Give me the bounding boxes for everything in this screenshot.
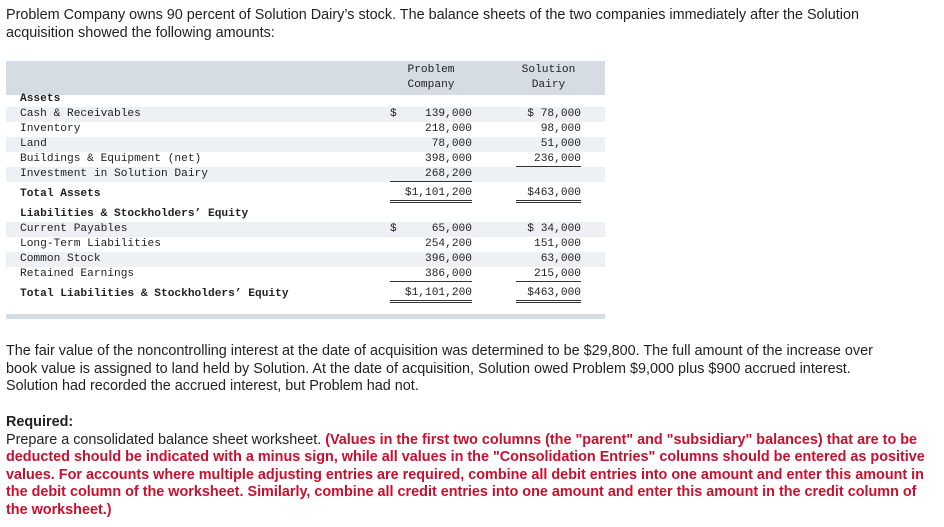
- total-assets-row: [6, 187, 605, 202]
- solution-value: 51,000: [540, 138, 581, 150]
- header-solution-line1: Solution: [521, 64, 576, 76]
- table-bottom-band: [6, 314, 605, 319]
- total-assets-solution: $463,000: [516, 187, 581, 203]
- total-assets-label: Total Assets: [20, 188, 101, 200]
- balance-sheet-table: [6, 61, 605, 319]
- header-solution-line2: Dairy: [531, 79, 566, 91]
- solution-value: 215,000: [516, 267, 581, 282]
- problem-value: 268,200: [390, 167, 472, 182]
- row-label: Buildings & Equipment (net): [20, 153, 202, 165]
- assets-heading-row: [6, 92, 605, 107]
- problem-dollar-sign: $: [390, 108, 397, 120]
- assets-heading: Assets: [20, 93, 61, 105]
- problem-value: 396,000: [425, 253, 472, 265]
- problem-value: 65,000: [431, 223, 472, 235]
- row-label: Investment in Solution Dairy: [20, 168, 208, 180]
- problem-value: 254,200: [425, 238, 472, 250]
- solution-value: 63,000: [540, 253, 581, 265]
- row-label: Retained Earnings: [20, 268, 135, 280]
- problem-value: 218,000: [425, 123, 472, 135]
- total-assets-problem: $1,101,200: [390, 187, 472, 203]
- row-label: Land: [20, 138, 47, 150]
- total-liabilities-row: [6, 287, 605, 302]
- liabilities-heading: Liabilities & Stockholders’ Equity: [20, 208, 249, 220]
- row-label: Common Stock: [20, 253, 101, 265]
- table-row: [6, 122, 605, 137]
- header-problem-company: [390, 63, 472, 93]
- total-liabilities-solution: $463,000: [516, 287, 581, 303]
- row-label: Cash & Receivables: [20, 108, 141, 120]
- total-liabilities-problem: $1,101,200: [390, 287, 472, 303]
- table-row: [6, 237, 605, 252]
- header-problem-line2: Company: [407, 79, 455, 91]
- row-label: Current Payables: [20, 223, 128, 235]
- table-row: [6, 107, 605, 122]
- intro-paragraph: Problem Company owns 90 percent of Solution Dairy’s stock. The balance sheets of the two companies immediately after the Solution acquisition showed the following amounts:: [6, 7, 859, 41]
- problem-value: 139,000: [425, 108, 472, 120]
- required-heading: Required:: [6, 414, 74, 430]
- fair-value-paragraph: The fair value of the noncontrolling interest at the date of acquisition was determined to be $29,800. The full amount of the increase over book value is assigned to land held by Solution. At the date of acquisition, Solution owed Problem $9,000 plus $900 accrued interest. Solution had recorded the accrued interest, but Problem had not.: [6, 343, 873, 394]
- required-instruction: Prepare a consolidated balance sheet worksheet.: [6, 431, 326, 448]
- table-row: [6, 252, 605, 267]
- table-row: [6, 137, 605, 152]
- header-solution-dairy: [511, 63, 586, 93]
- problem-value: 386,000: [390, 267, 472, 282]
- header-problem-line1: Problem: [407, 64, 455, 76]
- problem-value: 398,000: [425, 153, 472, 165]
- solution-value: $ 34,000: [527, 223, 581, 235]
- required-section: [6, 414, 926, 519]
- table-row: [6, 267, 605, 282]
- problem-dollar-sign: $: [390, 223, 397, 235]
- solution-value: $ 78,000: [527, 108, 581, 120]
- row-label: Inventory: [20, 123, 81, 135]
- table-row: [6, 167, 605, 182]
- solution-value: 98,000: [540, 123, 581, 135]
- row-label: Long-Term Liabilities: [20, 238, 161, 250]
- table-row: [6, 222, 605, 237]
- liabilities-heading-row: [6, 207, 605, 222]
- required-emphasis: (Values in the first two columns (the "parent" and "subsidiary" balances) that are to be deducted should be indicated with a minus sign, while all values in the "Consolidation Entries" columns should be entered as positive values. For accounts where multiple adjusting entries are required, combine all debit entries into one amount and enter this amount in the debit column of the worksheet. Similarly, combine all credit entries into one amount and enter this amount in the credit column of the worksheet.): [6, 431, 925, 518]
- required-text: [6, 432, 926, 520]
- problem-value: 78,000: [431, 138, 472, 150]
- table-row: [6, 152, 605, 167]
- solution-value: 151,000: [534, 238, 581, 250]
- total-liabilities-label: Total Liabilities & Stockholders’ Equity: [20, 288, 289, 300]
- solution-value: 236,000: [516, 152, 581, 167]
